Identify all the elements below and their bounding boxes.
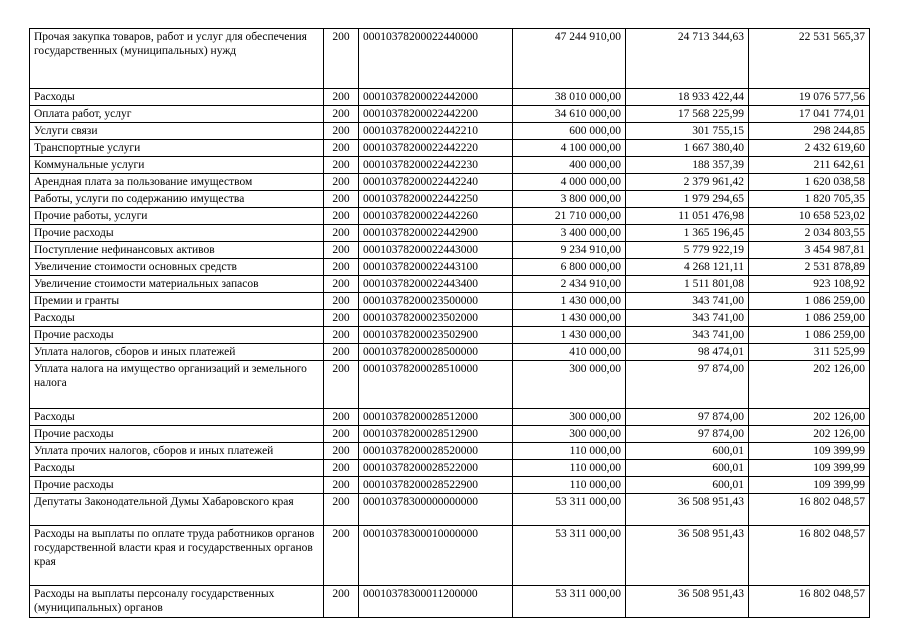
row-kbk-cell: 00010378200022442000	[359, 89, 513, 106]
row-remaining-cell: 16 802 048,57	[749, 586, 870, 618]
row-executed-cell: 98 474,01	[626, 344, 749, 361]
table-row	[30, 586, 870, 618]
row-code-cell: 200	[324, 526, 359, 586]
row-remaining-cell: 3 454 987,81	[749, 242, 870, 259]
row-kbk-cell: 00010378300010000000	[359, 526, 513, 586]
row-kbk-cell: 00010378200028512900	[359, 426, 513, 443]
row-executed-cell: 2 379 961,42	[626, 174, 749, 191]
row-kbk-cell: 00010378200022443100	[359, 259, 513, 276]
row-name-cell: Транспортные услуги	[30, 140, 324, 157]
row-code-cell: 200	[324, 460, 359, 477]
row-approved-cell: 110 000,00	[513, 443, 626, 460]
row-executed-cell: 600,01	[626, 460, 749, 477]
row-approved-cell: 6 800 000,00	[513, 259, 626, 276]
row-approved-cell: 2 434 910,00	[513, 276, 626, 293]
row-kbk-cell: 00010378200022442240	[359, 174, 513, 191]
row-code-cell: 200	[324, 242, 359, 259]
row-approved-cell: 53 311 000,00	[513, 586, 626, 618]
row-remaining-cell: 202 126,00	[749, 361, 870, 409]
row-name-cell: Поступление нефинансовых активов	[30, 242, 324, 259]
row-approved-cell: 3 800 000,00	[513, 191, 626, 208]
row-approved-cell: 34 610 000,00	[513, 106, 626, 123]
row-executed-cell: 600,01	[626, 477, 749, 494]
row-approved-cell: 47 244 910,00	[513, 29, 626, 89]
row-approved-cell: 21 710 000,00	[513, 208, 626, 225]
table-row	[30, 426, 870, 443]
row-executed-cell: 188 357,39	[626, 157, 749, 174]
row-remaining-cell: 1 086 259,00	[749, 310, 870, 327]
row-executed-cell: 1 511 801,08	[626, 276, 749, 293]
row-code-cell: 200	[324, 361, 359, 409]
row-remaining-cell: 1 086 259,00	[749, 293, 870, 310]
table-row	[30, 361, 870, 409]
row-code-cell: 200	[324, 259, 359, 276]
table-row	[30, 208, 870, 225]
row-name-cell: Увеличение стоимости материальных запасов	[30, 276, 324, 293]
row-code-cell: 200	[324, 409, 359, 426]
row-executed-cell: 97 874,00	[626, 361, 749, 409]
row-kbk-cell: 00010378200022440000	[359, 29, 513, 89]
row-code-cell: 200	[324, 174, 359, 191]
row-approved-cell: 38 010 000,00	[513, 89, 626, 106]
row-executed-cell: 36 508 951,43	[626, 586, 749, 618]
row-name-cell: Прочие расходы	[30, 225, 324, 242]
row-kbk-cell: 00010378200022442220	[359, 140, 513, 157]
row-approved-cell: 4 100 000,00	[513, 140, 626, 157]
row-code-cell: 200	[324, 140, 359, 157]
row-kbk-cell: 00010378300000000000	[359, 494, 513, 526]
row-approved-cell: 410 000,00	[513, 344, 626, 361]
table-row	[30, 443, 870, 460]
row-remaining-cell: 298 244,85	[749, 123, 870, 140]
row-kbk-cell: 00010378200022442230	[359, 157, 513, 174]
row-approved-cell: 1 430 000,00	[513, 310, 626, 327]
row-name-cell: Коммунальные услуги	[30, 157, 324, 174]
row-approved-cell: 9 234 910,00	[513, 242, 626, 259]
row-code-cell: 200	[324, 477, 359, 494]
row-executed-cell: 11 051 476,98	[626, 208, 749, 225]
table-row	[30, 344, 870, 361]
row-executed-cell: 600,01	[626, 443, 749, 460]
row-name-cell: Уплата прочих налогов, сборов и иных платежей	[30, 443, 324, 460]
row-remaining-cell: 2 432 619,60	[749, 140, 870, 157]
table-row	[30, 276, 870, 293]
row-approved-cell: 1 430 000,00	[513, 327, 626, 344]
row-executed-cell: 1 979 294,65	[626, 191, 749, 208]
row-executed-cell: 97 874,00	[626, 426, 749, 443]
row-name-cell: Расходы	[30, 409, 324, 426]
row-executed-cell: 301 755,15	[626, 123, 749, 140]
row-code-cell: 200	[324, 344, 359, 361]
row-code-cell: 200	[324, 191, 359, 208]
row-code-cell: 200	[324, 310, 359, 327]
row-executed-cell: 24 713 344,63	[626, 29, 749, 89]
row-kbk-cell: 00010378200023502900	[359, 327, 513, 344]
row-name-cell: Работы, услуги по содержанию имущества	[30, 191, 324, 208]
row-kbk-cell: 00010378200028522900	[359, 477, 513, 494]
row-name-cell: Премии и гранты	[30, 293, 324, 310]
row-code-cell: 200	[324, 426, 359, 443]
row-executed-cell: 5 779 922,19	[626, 242, 749, 259]
row-name-cell: Прочие расходы	[30, 477, 324, 494]
row-executed-cell: 1 667 380,40	[626, 140, 749, 157]
row-remaining-cell: 16 802 048,57	[749, 494, 870, 526]
row-executed-cell: 343 741,00	[626, 327, 749, 344]
table-body	[30, 29, 870, 618]
row-kbk-cell: 00010378200022442250	[359, 191, 513, 208]
row-name-cell: Прочие расходы	[30, 327, 324, 344]
row-approved-cell: 300 000,00	[513, 426, 626, 443]
row-kbk-cell: 00010378200028520000	[359, 443, 513, 460]
row-executed-cell: 17 568 225,99	[626, 106, 749, 123]
row-approved-cell: 53 311 000,00	[513, 526, 626, 586]
row-executed-cell: 36 508 951,43	[626, 494, 749, 526]
row-remaining-cell: 1 620 038,58	[749, 174, 870, 191]
row-remaining-cell: 311 525,99	[749, 344, 870, 361]
row-code-cell: 200	[324, 29, 359, 89]
budget-execution-table	[29, 28, 870, 618]
row-kbk-cell: 00010378200028522000	[359, 460, 513, 477]
row-remaining-cell: 923 108,92	[749, 276, 870, 293]
table-row	[30, 29, 870, 89]
table-row	[30, 89, 870, 106]
row-approved-cell: 400 000,00	[513, 157, 626, 174]
row-code-cell: 200	[324, 293, 359, 310]
row-approved-cell: 300 000,00	[513, 361, 626, 409]
table-row	[30, 409, 870, 426]
row-remaining-cell: 22 531 565,37	[749, 29, 870, 89]
row-approved-cell: 600 000,00	[513, 123, 626, 140]
row-approved-cell: 1 430 000,00	[513, 293, 626, 310]
table-row	[30, 242, 870, 259]
table-row	[30, 140, 870, 157]
table-row	[30, 526, 870, 586]
row-remaining-cell: 109 399,99	[749, 477, 870, 494]
row-code-cell: 200	[324, 123, 359, 140]
row-remaining-cell: 10 658 523,02	[749, 208, 870, 225]
row-kbk-cell: 00010378200022443000	[359, 242, 513, 259]
row-executed-cell: 343 741,00	[626, 310, 749, 327]
row-name-cell: Прочая закупка товаров, работ и услуг для обеспечения государственных (муниципальных) нужд	[30, 29, 324, 89]
row-kbk-cell: 00010378200023502000	[359, 310, 513, 327]
row-name-cell: Оплата работ, услуг	[30, 106, 324, 123]
row-remaining-cell: 16 802 048,57	[749, 526, 870, 586]
row-executed-cell: 97 874,00	[626, 409, 749, 426]
row-executed-cell: 36 508 951,43	[626, 526, 749, 586]
row-remaining-cell: 2 034 803,55	[749, 225, 870, 242]
row-kbk-cell: 00010378300011200000	[359, 586, 513, 618]
row-name-cell: Расходы	[30, 460, 324, 477]
table-row	[30, 174, 870, 191]
row-name-cell: Услуги связи	[30, 123, 324, 140]
row-name-cell: Расходы на выплаты персоналу государственных (муниципальных) органов	[30, 586, 324, 618]
row-code-cell: 200	[324, 208, 359, 225]
row-code-cell: 200	[324, 494, 359, 526]
row-remaining-cell: 202 126,00	[749, 426, 870, 443]
row-remaining-cell: 109 399,99	[749, 460, 870, 477]
row-kbk-cell: 00010378200028500000	[359, 344, 513, 361]
table-row	[30, 460, 870, 477]
row-name-cell: Уплата налогов, сборов и иных платежей	[30, 344, 324, 361]
row-remaining-cell: 109 399,99	[749, 443, 870, 460]
row-name-cell: Увеличение стоимости основных средств	[30, 259, 324, 276]
row-remaining-cell: 211 642,61	[749, 157, 870, 174]
row-approved-cell: 3 400 000,00	[513, 225, 626, 242]
row-name-cell: Расходы на выплаты по оплате труда работников органов государственной власти края и государственных органов края	[30, 526, 324, 586]
row-executed-cell: 18 933 422,44	[626, 89, 749, 106]
row-code-cell: 200	[324, 586, 359, 618]
row-approved-cell: 300 000,00	[513, 409, 626, 426]
row-name-cell: Расходы	[30, 310, 324, 327]
row-name-cell: Уплата налога на имущество организаций и земельного налога	[30, 361, 324, 409]
row-remaining-cell: 17 041 774,01	[749, 106, 870, 123]
row-kbk-cell: 00010378200022442900	[359, 225, 513, 242]
row-approved-cell: 110 000,00	[513, 460, 626, 477]
row-kbk-cell: 00010378200028510000	[359, 361, 513, 409]
row-executed-cell: 343 741,00	[626, 293, 749, 310]
table-row	[30, 106, 870, 123]
row-executed-cell: 4 268 121,11	[626, 259, 749, 276]
row-code-cell: 200	[324, 157, 359, 174]
row-code-cell: 200	[324, 89, 359, 106]
table-row	[30, 157, 870, 174]
table-row	[30, 293, 870, 310]
row-kbk-cell: 00010378200022442200	[359, 106, 513, 123]
row-approved-cell: 53 311 000,00	[513, 494, 626, 526]
row-kbk-cell: 00010378200028512000	[359, 409, 513, 426]
table-row	[30, 123, 870, 140]
table-row	[30, 477, 870, 494]
row-remaining-cell: 2 531 878,89	[749, 259, 870, 276]
document-sheet	[29, 28, 870, 618]
table-row	[30, 494, 870, 526]
table-row	[30, 225, 870, 242]
row-approved-cell: 4 000 000,00	[513, 174, 626, 191]
row-kbk-cell: 00010378200022443400	[359, 276, 513, 293]
table-row	[30, 327, 870, 344]
table-row	[30, 191, 870, 208]
row-name-cell: Депутаты Законодательной Думы Хабаровского края	[30, 494, 324, 526]
row-remaining-cell: 19 076 577,56	[749, 89, 870, 106]
row-name-cell: Арендная плата за пользование имуществом	[30, 174, 324, 191]
table-row	[30, 259, 870, 276]
row-name-cell: Расходы	[30, 89, 324, 106]
row-code-cell: 200	[324, 443, 359, 460]
row-code-cell: 200	[324, 327, 359, 344]
table-row	[30, 310, 870, 327]
row-code-cell: 200	[324, 276, 359, 293]
row-kbk-cell: 00010378200023500000	[359, 293, 513, 310]
row-name-cell: Прочие расходы	[30, 426, 324, 443]
row-remaining-cell: 1 086 259,00	[749, 327, 870, 344]
row-kbk-cell: 00010378200022442260	[359, 208, 513, 225]
row-kbk-cell: 00010378200022442210	[359, 123, 513, 140]
row-code-cell: 200	[324, 225, 359, 242]
row-name-cell: Прочие работы, услуги	[30, 208, 324, 225]
row-executed-cell: 1 365 196,45	[626, 225, 749, 242]
row-remaining-cell: 202 126,00	[749, 409, 870, 426]
row-code-cell: 200	[324, 106, 359, 123]
row-remaining-cell: 1 820 705,35	[749, 191, 870, 208]
row-approved-cell: 110 000,00	[513, 477, 626, 494]
